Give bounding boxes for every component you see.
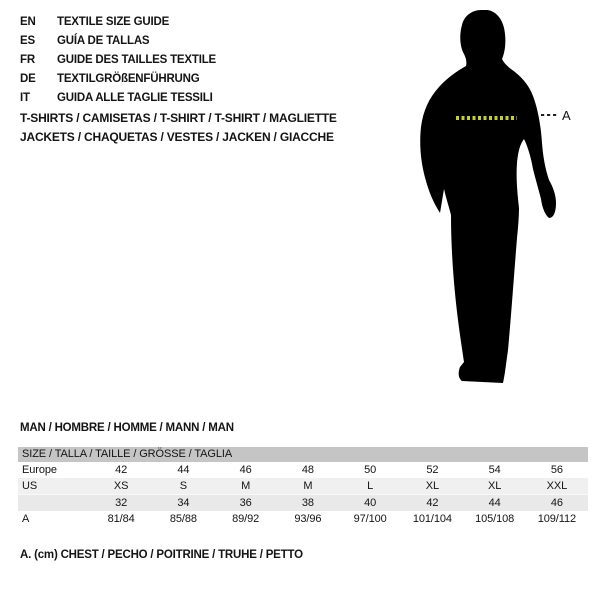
size-value-cell: 36 <box>215 495 277 512</box>
language-label: GUIDE DES TAILLES TEXTILE <box>57 54 216 66</box>
size-value-cell: 46 <box>215 462 277 478</box>
size-value-cell: 105/108 <box>464 511 526 527</box>
category-titles <box>20 109 337 147</box>
language-code: ES <box>20 35 35 47</box>
category-line-tshirts: T-SHIRTS / CAMISETAS / T-SHIRT / T-SHIRT / MAGLIETTE <box>20 111 337 125</box>
size-value-cell: 46 <box>526 495 588 512</box>
language-code: FR <box>20 54 35 66</box>
category-line-jackets: JACKETS / CHAQUETAS / VESTES / JACKEN / GIACCHE <box>20 130 334 144</box>
section-title: MAN / HOMBRE / HOMME / MANN / MAN <box>20 422 234 434</box>
language-guide <box>20 13 216 108</box>
size-value-cell: 109/112 <box>526 511 588 527</box>
language-code: EN <box>20 16 36 28</box>
size-value-cell: 42 <box>401 495 463 512</box>
size-value-cell: XXL <box>526 478 588 495</box>
size-value-cell: 42 <box>90 462 152 478</box>
language-row <box>20 13 216 32</box>
language-label: GUIDA ALLE TAGLIE TESSILI <box>57 92 213 104</box>
language-row <box>20 32 216 51</box>
table-row-chest-a <box>18 511 588 527</box>
size-value-cell: 38 <box>277 495 339 512</box>
size-value-cell: 48 <box>277 462 339 478</box>
size-value-cell: 34 <box>152 495 214 512</box>
language-code: DE <box>20 73 36 85</box>
size-value-cell: 52 <box>401 462 463 478</box>
size-value-cell: 101/104 <box>401 511 463 527</box>
size-value-cell: 32 <box>90 495 152 512</box>
size-value-cell: 50 <box>339 462 401 478</box>
measure-label-a: A <box>562 108 571 123</box>
size-value-cell: XS <box>90 478 152 495</box>
row-label-cell: US <box>18 478 90 495</box>
size-value-cell: XL <box>464 478 526 495</box>
language-label: GUÍA DE TALLAS <box>57 35 150 47</box>
language-label: TEXTILGRÖßENFÜHRUNG <box>57 73 200 85</box>
table-row-europe <box>18 462 588 478</box>
size-value-cell: 44 <box>152 462 214 478</box>
size-value-cell: L <box>339 478 401 495</box>
size-value-cell: 93/96 <box>277 511 339 527</box>
man-silhouette-figure <box>400 0 580 400</box>
language-row <box>20 89 216 108</box>
size-value-cell: 54 <box>464 462 526 478</box>
size-value-cell: S <box>152 478 214 495</box>
size-value-cell: XL <box>401 478 463 495</box>
language-row <box>20 51 216 70</box>
size-value-cell: 56 <box>526 462 588 478</box>
man-silhouette <box>420 10 556 383</box>
language-row <box>20 70 216 89</box>
size-value-cell: 97/100 <box>339 511 401 527</box>
size-value-cell: 89/92 <box>215 511 277 527</box>
size-table-header-row <box>18 447 588 462</box>
language-label: TEXTILE SIZE GUIDE <box>57 16 170 28</box>
size-value-cell: 81/84 <box>90 511 152 527</box>
size-value-cell: M <box>215 478 277 495</box>
size-value-cell: 85/88 <box>152 511 214 527</box>
measurement-footnote: A. (cm) CHEST / PECHO / POITRINE / TRUHE / PETTO <box>20 549 303 561</box>
size-value-cell: M <box>277 478 339 495</box>
language-code: IT <box>20 92 30 104</box>
size-value-cell: 40 <box>339 495 401 512</box>
row-label-cell: Europe <box>18 462 90 478</box>
table-row-alt-sizes <box>18 495 588 512</box>
size-table-header: SIZE / TALLA / TAILLE / GRÖSSE / TAGLIA <box>18 447 588 462</box>
table-row-us <box>18 478 588 495</box>
row-label-cell: A <box>18 511 90 527</box>
row-label-cell <box>18 495 90 512</box>
size-table <box>18 447 588 527</box>
size-value-cell: 44 <box>464 495 526 512</box>
